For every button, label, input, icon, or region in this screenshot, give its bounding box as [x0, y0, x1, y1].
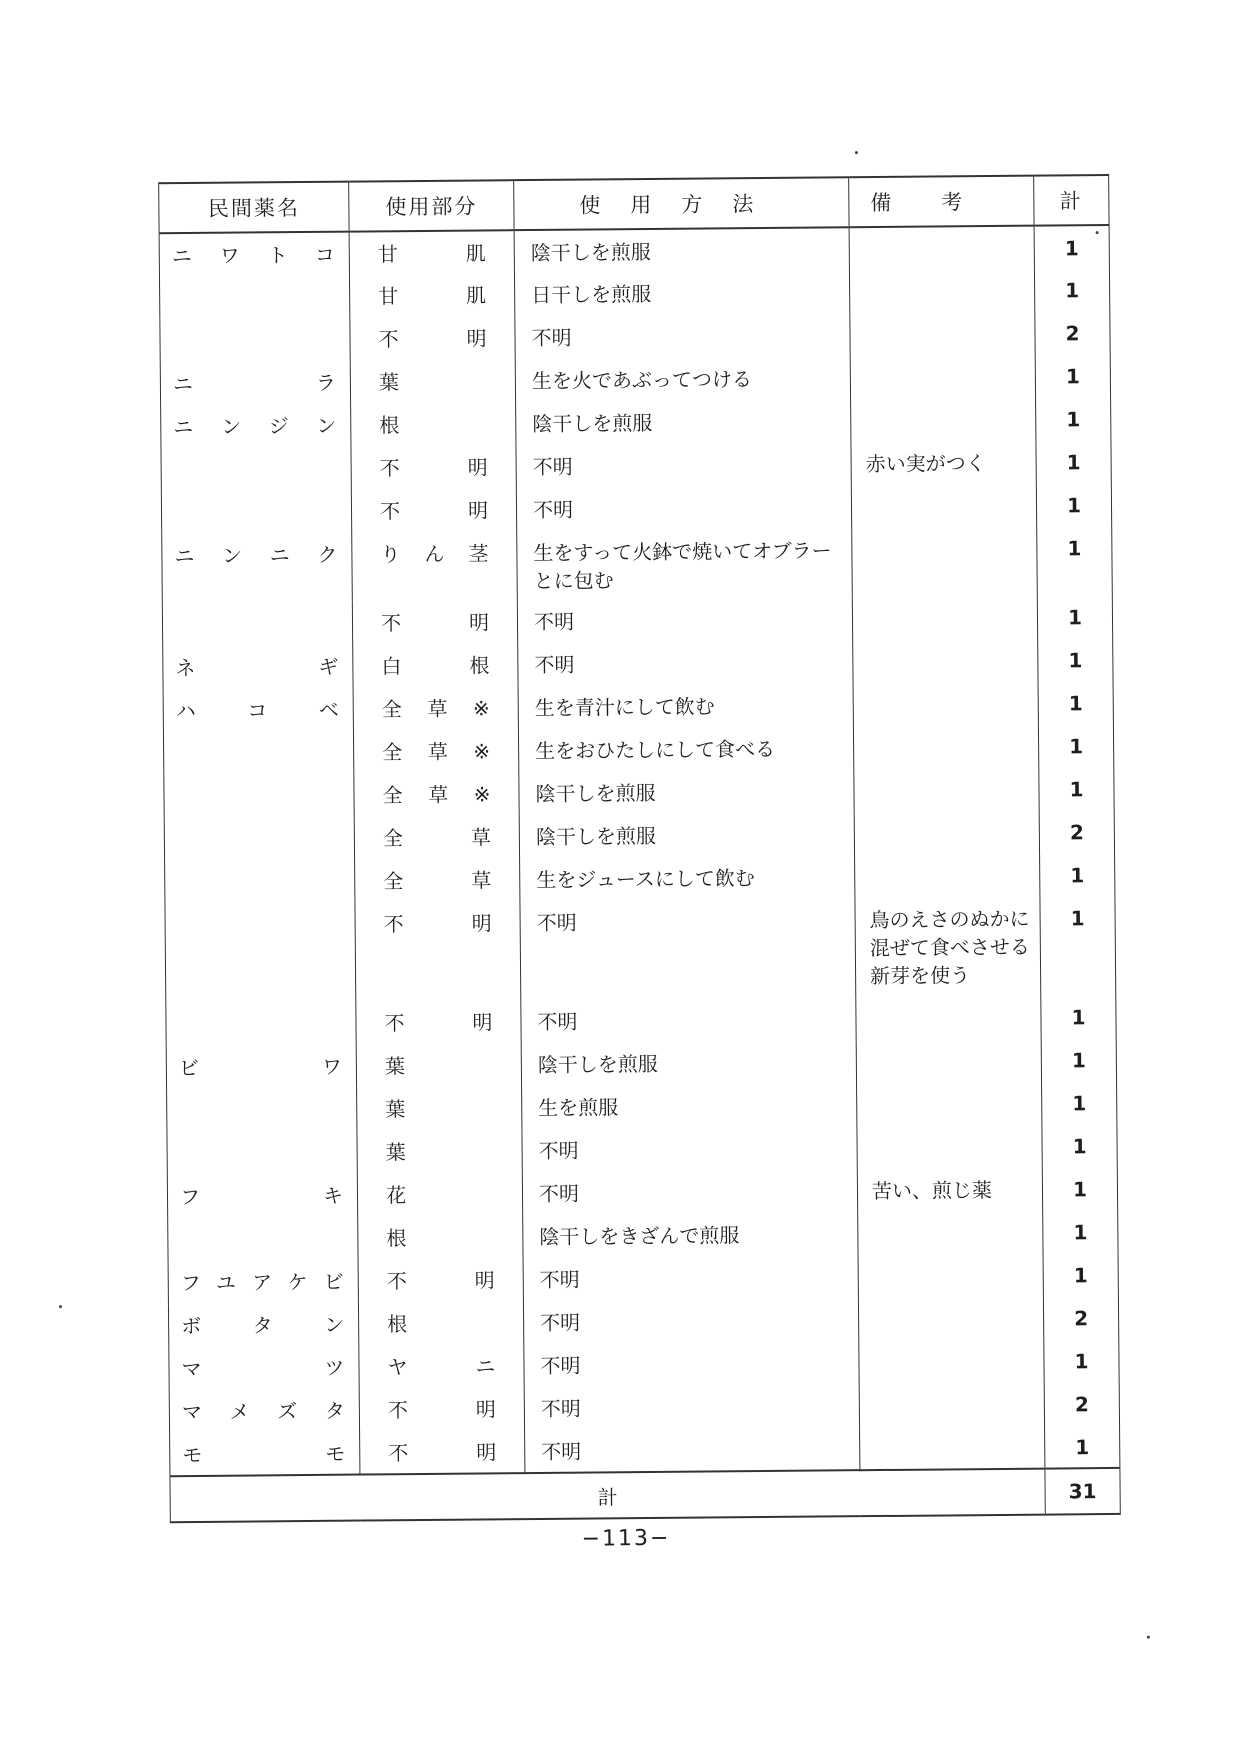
part-used-cell: ヤニ [359, 1344, 524, 1388]
usage-method-cell: 不明 [516, 442, 851, 488]
medicine-name-cell: モモ [170, 1432, 360, 1477]
remarks-cell [856, 1039, 1041, 1084]
part-used-cell: 不明 [350, 316, 515, 360]
count-cell: 1 [1037, 526, 1113, 596]
part-used-cell: 全草※ [353, 686, 518, 730]
medicine-name-cell [165, 860, 355, 905]
header-part-used: 使用部分 [349, 180, 514, 231]
medicine-name-cell [165, 903, 356, 1004]
remarks-cell [860, 1426, 1045, 1471]
count-cell: 1 [1034, 268, 1109, 312]
usage-method-cell: 不明 [524, 1384, 859, 1430]
remarks-cell [857, 1125, 1042, 1170]
medicine-name-cell [161, 447, 351, 492]
medicine-name-cell: フユアケビ [168, 1260, 358, 1305]
table-body [159, 225, 1120, 1476]
medicine-name-cell: ニワトコ [159, 232, 349, 277]
part-used-cell: 不明 [359, 1387, 524, 1431]
count-cell: 1 [1042, 1167, 1117, 1211]
part-used-cell: 不明 [358, 1258, 523, 1302]
part-used-cell: 不明 [352, 600, 517, 644]
usage-method-cell: 生をおひたしにして食べる [518, 726, 853, 772]
header-count: 計 [1034, 175, 1109, 226]
usage-method-cell: 陰干しをきざんで煎服 [523, 1212, 858, 1258]
remarks-cell [853, 639, 1038, 684]
table-row [162, 526, 1113, 603]
header-medicine-name: 民間薬名 [159, 182, 349, 234]
part-used-cell: 根 [351, 402, 516, 446]
part-used-cell: 葉 [357, 1129, 522, 1173]
usage-method-cell: 不明 [517, 597, 852, 643]
remarks-cell [858, 1254, 1043, 1299]
part-used-cell: 不明 [355, 901, 521, 1001]
remarks-cell [850, 312, 1035, 357]
count-cell: 1 [1036, 397, 1111, 441]
count-cell: 1 [1045, 1425, 1120, 1469]
count-cell: 1 [1043, 1253, 1118, 1297]
medicine-name-cell [168, 1217, 358, 1262]
medicine-name-cell [164, 817, 354, 862]
count-cell: 1 [1036, 483, 1111, 527]
count-cell: 1 [1044, 1339, 1119, 1383]
remarks-cell [855, 854, 1040, 899]
header-remarks: 備考 [849, 176, 1034, 228]
part-used-cell: 不明 [356, 1000, 521, 1044]
count-cell: 1 [1035, 354, 1110, 398]
part-used-cell: 甘肌 [349, 230, 514, 274]
medicine-name-cell [166, 1002, 356, 1047]
count-cell: 1 [1041, 1038, 1116, 1082]
usage-method-cell: 陰干しを煎服 [519, 812, 854, 858]
usage-method-cell: 陰干しを煎服 [514, 227, 849, 273]
usage-method-cell: 不明 [516, 485, 851, 531]
remarks-cell [851, 398, 1036, 443]
count-cell: 1 [1038, 681, 1113, 725]
medicine-name-cell: ボタン [168, 1303, 358, 1348]
remarks-cell [853, 725, 1038, 770]
usage-method-cell: 生を煎服 [522, 1083, 857, 1129]
remarks-cell [849, 269, 1034, 314]
count-cell: 1 [1037, 595, 1112, 639]
medicine-name-cell [159, 275, 349, 320]
usage-method-cell: 生を火であぶってつける [515, 356, 850, 402]
medicine-name-cell [161, 490, 351, 535]
table-row [165, 896, 1116, 1003]
medicine-name-cell: ニンニク [162, 533, 353, 604]
remarks-cell [859, 1383, 1044, 1428]
part-used-cell: 不明 [351, 445, 516, 489]
usage-method-cell: 不明 [523, 1255, 858, 1301]
medicine-name-cell: マメズタ [169, 1389, 359, 1434]
remarks-cell [849, 226, 1034, 271]
medicine-name-cell: ニラ [160, 361, 350, 406]
part-used-cell: りん茎 [352, 531, 518, 601]
part-used-cell: 不明 [360, 1430, 525, 1474]
remarks-cell: 鳥のえさのぬかに混ぜて食べさせる新芽を使う [855, 897, 1041, 998]
usage-method-cell: 生をすって火鉢で焼いてオブラーとに包む [517, 528, 853, 600]
total-value: 31 [1045, 1468, 1120, 1515]
remarks-cell [852, 527, 1038, 598]
part-used-cell: 不明 [351, 488, 516, 532]
part-used-cell: 全草※ [354, 772, 519, 816]
scan-speck [1147, 1636, 1150, 1639]
medicine-name-cell [160, 318, 350, 363]
remarks-cell [850, 355, 1035, 400]
remarks-cell [858, 1297, 1043, 1342]
part-used-cell: 葉 [350, 359, 515, 403]
medicine-name-cell [163, 731, 353, 776]
scan-speck [1096, 231, 1099, 234]
usage-method-cell: 不明 [518, 640, 853, 686]
medicine-name-cell: ビワ [166, 1045, 356, 1090]
medicine-name-cell: マツ [169, 1346, 359, 1391]
usage-method-cell: 生を青汁にして飲む [518, 683, 853, 729]
part-used-cell: 全草 [354, 815, 519, 859]
count-cell: 1 [1042, 1081, 1117, 1125]
count-cell: 2 [1039, 810, 1114, 854]
part-used-cell: 根 [358, 1301, 523, 1345]
remarks-cell: 苦い、煎じ薬 [857, 1168, 1042, 1213]
usage-method-cell: 不明 [523, 1298, 858, 1344]
usage-method-cell: 生をジュースにして飲む [520, 855, 855, 901]
remarks-cell [854, 768, 1039, 813]
medicine-name-cell [162, 602, 352, 647]
count-cell: 1 [1034, 225, 1109, 269]
remarks-cell [851, 484, 1036, 529]
remarks-cell [854, 811, 1039, 856]
usage-method-cell: 日干しを煎服 [514, 270, 849, 316]
remarks-cell [852, 596, 1037, 641]
part-used-cell: 花 [357, 1172, 522, 1216]
usage-method-cell: 不明 [515, 313, 850, 359]
medicine-name-cell [167, 1088, 357, 1133]
count-cell: 1 [1043, 1210, 1118, 1254]
count-cell: 1 [1038, 724, 1113, 768]
count-cell: 1 [1040, 896, 1116, 996]
usage-method-cell: 陰干しを煎服 [521, 1040, 856, 1086]
count-cell: 1 [1036, 440, 1111, 484]
medicine-name-cell: ハコベ [163, 688, 353, 733]
part-used-cell: 白根 [353, 643, 518, 687]
medicine-name-cell: ネギ [163, 645, 353, 690]
part-used-cell: 葉 [357, 1086, 522, 1130]
count-cell: 1 [1039, 767, 1114, 811]
folk-medicine-table [158, 174, 1121, 1523]
usage-method-cell: 不明 [524, 1341, 859, 1387]
usage-method-cell: 不明 [521, 997, 856, 1043]
count-cell: 1 [1038, 638, 1113, 682]
remarks-cell: 赤い実がつく [851, 441, 1036, 486]
remarks-cell [857, 1082, 1042, 1127]
count-cell: 2 [1043, 1296, 1118, 1340]
remarks-cell [859, 1340, 1044, 1385]
remarks-cell [853, 682, 1038, 727]
medicine-name-cell: フキ [167, 1174, 357, 1219]
usage-method-cell: 不明 [522, 1169, 857, 1215]
count-cell: 1 [1040, 853, 1115, 897]
count-cell: 1 [1041, 995, 1116, 1039]
part-used-cell: 全草※ [353, 729, 518, 773]
total-label: 計 [170, 1469, 1045, 1523]
page-number: −113− [581, 1525, 671, 1552]
part-used-cell: 甘肌 [349, 273, 514, 317]
usage-method-cell: 陰干しを煎服 [519, 769, 854, 815]
usage-method-cell: 不明 [525, 1427, 860, 1473]
usage-method-cell: 不明 [522, 1126, 857, 1172]
table-header-row [159, 175, 1109, 233]
scan-speck [59, 1305, 62, 1308]
usage-method-cell: 不明 [520, 898, 856, 1000]
medicine-name-cell [164, 774, 354, 819]
count-cell: 2 [1044, 1382, 1119, 1426]
remarks-cell [856, 996, 1041, 1041]
total-row [170, 1468, 1120, 1522]
count-cell: 2 [1035, 311, 1110, 355]
part-used-cell: 根 [358, 1215, 523, 1259]
medicine-name-cell [167, 1131, 357, 1176]
part-used-cell: 葉 [356, 1043, 521, 1087]
usage-method-cell: 陰干しを煎服 [516, 399, 851, 445]
remarks-cell [858, 1211, 1043, 1256]
medicine-name-cell: ニンジン [161, 404, 351, 449]
part-used-cell: 全草 [355, 858, 520, 902]
header-usage-method: 使用方法 [514, 177, 849, 230]
count-cell: 1 [1042, 1124, 1117, 1168]
scan-speck [855, 151, 858, 154]
